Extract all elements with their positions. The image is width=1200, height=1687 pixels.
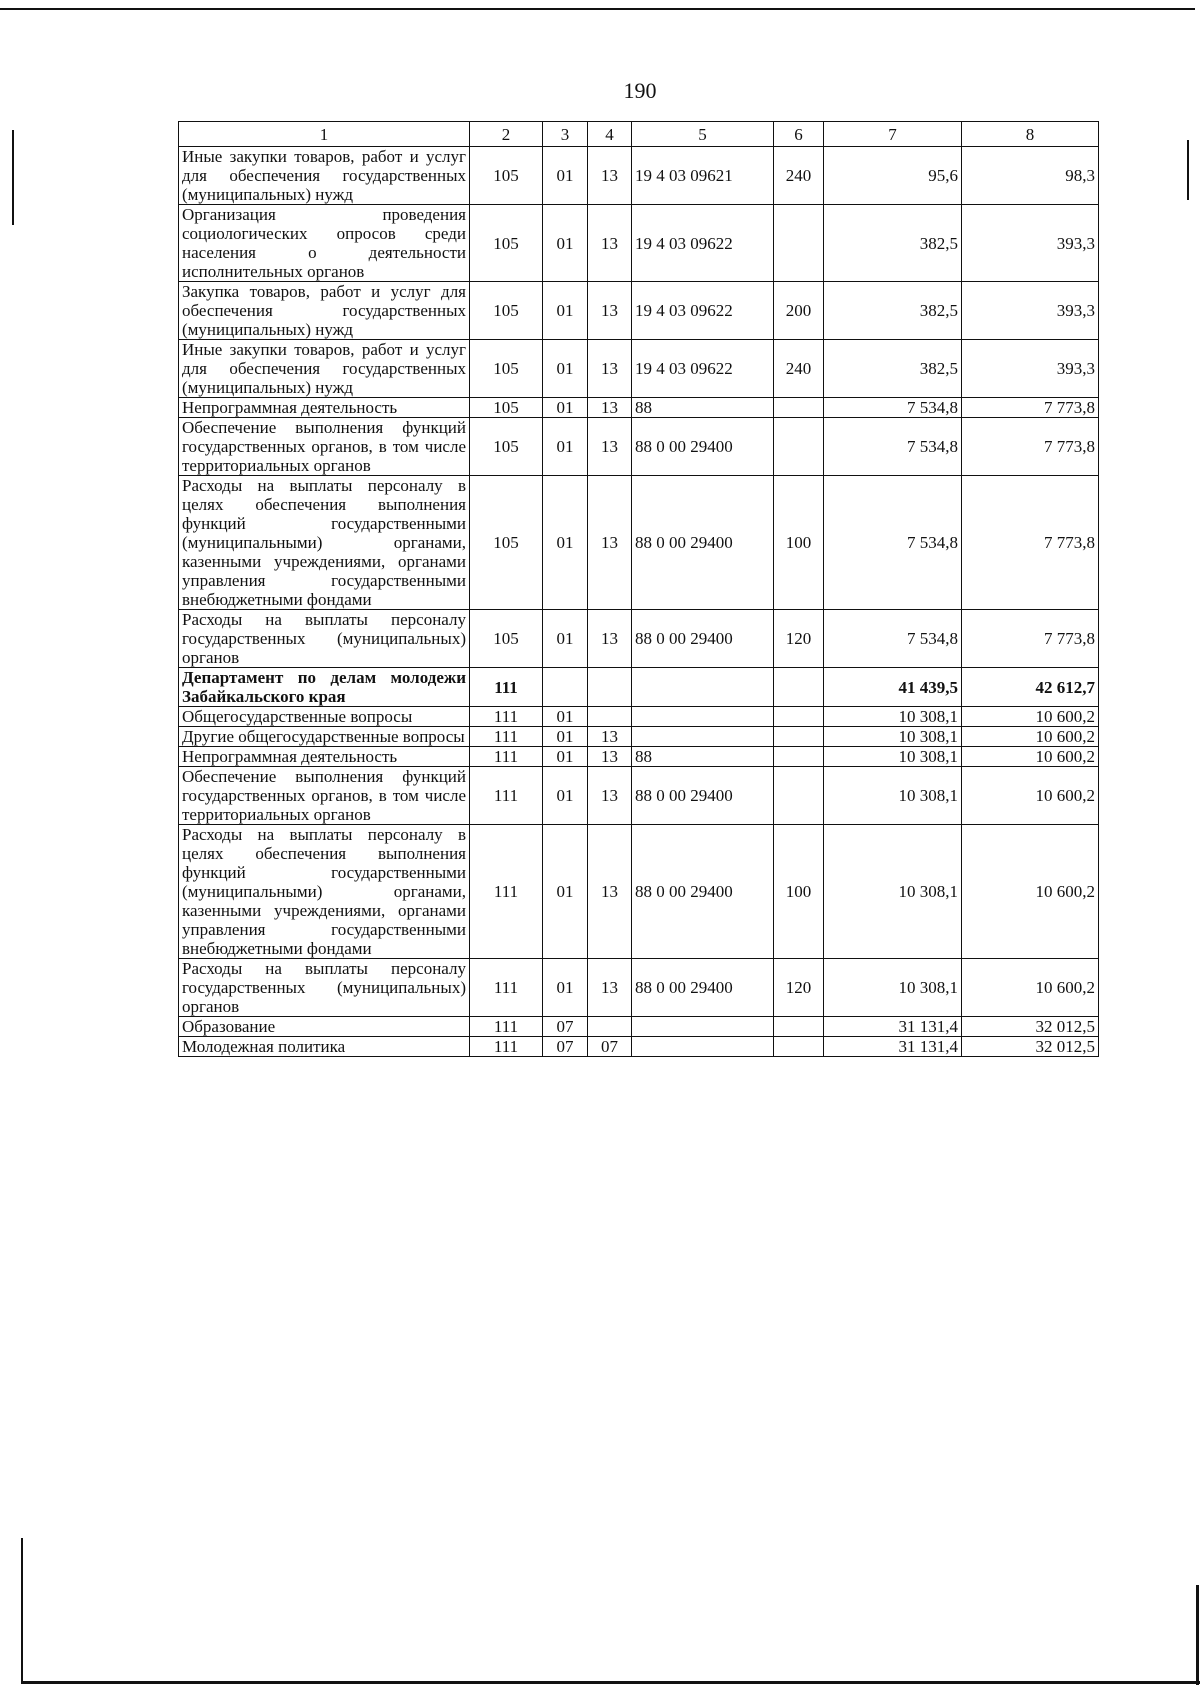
row-amount-col8: 10 600,2	[962, 707, 1099, 727]
row-subsection-code: 13	[588, 476, 632, 610]
row-subsection-code: 13	[588, 340, 632, 398]
row-target-code	[632, 1017, 774, 1037]
column-header: 7	[824, 122, 962, 147]
row-ministry-code: 105	[470, 340, 543, 398]
row-amount-col7: 7 534,8	[824, 476, 962, 610]
row-expense-type	[774, 205, 824, 282]
table-row	[179, 147, 1099, 205]
row-subsection-code: 13	[588, 747, 632, 767]
row-ministry-code: 111	[470, 1037, 543, 1057]
row-expense-type	[774, 707, 824, 727]
row-target-code	[632, 707, 774, 727]
row-subsection-code: 13	[588, 147, 632, 205]
row-amount-col7: 31 131,4	[824, 1017, 962, 1037]
table-row	[179, 610, 1099, 668]
row-amount-col8: 7 773,8	[962, 418, 1099, 476]
row-name: Организация проведения социологических опросов среди населения о деятельности исполнительных органов	[179, 205, 470, 282]
row-ministry-code: 105	[470, 282, 543, 340]
column-header: 4	[588, 122, 632, 147]
row-subsection-code: 13	[588, 205, 632, 282]
row-target-code: 88 0 00 29400	[632, 610, 774, 668]
row-name: Обеспечение выполнения функций государственных органов, в том числе территориальных органов	[179, 767, 470, 825]
row-target-code: 19 4 03 09621	[632, 147, 774, 205]
row-amount-col7: 382,5	[824, 340, 962, 398]
row-subsection-code: 13	[588, 610, 632, 668]
row-expense-type: 100	[774, 825, 824, 959]
scan-right-mark-top	[1187, 140, 1189, 200]
row-target-code: 19 4 03 09622	[632, 282, 774, 340]
row-subsection-code: 13	[588, 398, 632, 418]
row-ministry-code: 105	[470, 610, 543, 668]
table-row	[179, 340, 1099, 398]
row-ministry-code: 111	[470, 668, 543, 707]
row-target-code: 19 4 03 09622	[632, 205, 774, 282]
row-expense-type: 120	[774, 610, 824, 668]
row-ministry-code: 111	[470, 1017, 543, 1037]
row-name: Непрограммная деятельность	[179, 747, 470, 767]
table-row	[179, 418, 1099, 476]
row-amount-col8: 393,3	[962, 205, 1099, 282]
row-amount-col7: 10 308,1	[824, 959, 962, 1017]
table-row	[179, 707, 1099, 727]
row-amount-col8: 10 600,2	[962, 727, 1099, 747]
row-target-code: 19 4 03 09622	[632, 340, 774, 398]
row-amount-col8: 7 773,8	[962, 476, 1099, 610]
row-amount-col7: 10 308,1	[824, 707, 962, 727]
table-row	[179, 398, 1099, 418]
row-target-code	[632, 668, 774, 707]
row-amount-col8: 10 600,2	[962, 959, 1099, 1017]
row-section-code: 01	[543, 282, 588, 340]
row-amount-col7: 7 534,8	[824, 398, 962, 418]
row-subsection-code: 13	[588, 825, 632, 959]
column-number-row	[179, 122, 1099, 147]
row-section-code: 01	[543, 707, 588, 727]
row-section-code: 01	[543, 825, 588, 959]
row-target-code: 88 0 00 29400	[632, 476, 774, 610]
column-header: 3	[543, 122, 588, 147]
row-subsection-code: 13	[588, 959, 632, 1017]
row-amount-col8: 393,3	[962, 340, 1099, 398]
row-ministry-code: 111	[470, 747, 543, 767]
row-amount-col8: 7 773,8	[962, 398, 1099, 418]
row-expense-type	[774, 767, 824, 825]
table-row	[179, 282, 1099, 340]
table-row-department	[179, 668, 1099, 707]
row-amount-col7: 7 534,8	[824, 610, 962, 668]
row-amount-col8: 10 600,2	[962, 767, 1099, 825]
row-expense-type	[774, 418, 824, 476]
row-section-code: 01	[543, 747, 588, 767]
row-name: Расходы на выплаты персоналу в целях обеспечения выполнения функций государственными (муниципальными) органами, казенными учреждениями, органами управления государственными внебюджетными фондами	[179, 825, 470, 959]
table-row	[179, 476, 1099, 610]
row-section-code: 01	[543, 205, 588, 282]
column-header: 2	[470, 122, 543, 147]
row-section-code: 07	[543, 1037, 588, 1057]
row-amount-col7: 382,5	[824, 282, 962, 340]
row-amount-col8: 10 600,2	[962, 825, 1099, 959]
row-amount-col8: 7 773,8	[962, 610, 1099, 668]
scan-top-border	[0, 8, 1195, 10]
table-row	[179, 205, 1099, 282]
row-section-code: 01	[543, 147, 588, 205]
row-subsection-code: 13	[588, 767, 632, 825]
row-name: Иные закупки товаров, работ и услуг для обеспечения государственных (муниципальных) нужд	[179, 340, 470, 398]
row-amount-col8: 32 012,5	[962, 1037, 1099, 1057]
row-section-code: 01	[543, 340, 588, 398]
table-row	[179, 1037, 1099, 1057]
scan-left-border	[21, 1538, 23, 1684]
row-expense-type: 240	[774, 147, 824, 205]
row-expense-type: 240	[774, 340, 824, 398]
row-target-code: 88 0 00 29400	[632, 767, 774, 825]
row-target-code	[632, 1037, 774, 1057]
row-ministry-code: 111	[470, 825, 543, 959]
row-amount-col7: 95,6	[824, 147, 962, 205]
row-target-code: 88	[632, 747, 774, 767]
row-name: Расходы на выплаты персоналу в целях обеспечения выполнения функций государственными (муниципальными) органами, казенными учреждениями, органами управления государственными внебюджетными фондами	[179, 476, 470, 610]
row-amount-col7: 41 439,5	[824, 668, 962, 707]
table-row	[179, 1017, 1099, 1037]
row-amount-col8: 42 612,7	[962, 668, 1099, 707]
row-name: Иные закупки товаров, работ и услуг для обеспечения государственных (муниципальных) нужд	[179, 147, 470, 205]
row-expense-type: 120	[774, 959, 824, 1017]
row-section-code: 01	[543, 727, 588, 747]
row-subsection-code: 13	[588, 418, 632, 476]
row-amount-col7: 10 308,1	[824, 825, 962, 959]
row-section-code	[543, 668, 588, 707]
row-section-code: 01	[543, 767, 588, 825]
row-subsection-code: 13	[588, 727, 632, 747]
row-expense-type	[774, 747, 824, 767]
row-subsection-code	[588, 1017, 632, 1037]
table-row	[179, 727, 1099, 747]
row-target-code: 88	[632, 398, 774, 418]
column-header: 1	[179, 122, 470, 147]
row-amount-col7: 7 534,8	[824, 418, 962, 476]
row-section-code: 01	[543, 476, 588, 610]
row-ministry-code: 105	[470, 476, 543, 610]
row-ministry-code: 105	[470, 205, 543, 282]
row-ministry-code: 111	[470, 767, 543, 825]
row-expense-type: 200	[774, 282, 824, 340]
row-section-code: 01	[543, 959, 588, 1017]
scan-bottom-border	[21, 1681, 1200, 1684]
row-expense-type: 100	[774, 476, 824, 610]
column-header: 8	[962, 122, 1099, 147]
budget-table	[178, 121, 1099, 1057]
row-amount-col8: 10 600,2	[962, 747, 1099, 767]
row-name: Образование	[179, 1017, 470, 1037]
row-subsection-code	[588, 707, 632, 727]
row-ministry-code: 111	[470, 727, 543, 747]
row-subsection-code: 07	[588, 1037, 632, 1057]
row-expense-type	[774, 727, 824, 747]
table-row	[179, 825, 1099, 959]
row-expense-type	[774, 668, 824, 707]
row-target-code: 88 0 00 29400	[632, 825, 774, 959]
row-amount-col7: 10 308,1	[824, 747, 962, 767]
row-expense-type	[774, 1037, 824, 1057]
row-amount-col8: 98,3	[962, 147, 1099, 205]
table-row	[179, 767, 1099, 825]
row-target-code: 88 0 00 29400	[632, 959, 774, 1017]
row-section-code: 07	[543, 1017, 588, 1037]
row-amount-col7: 382,5	[824, 205, 962, 282]
page-number: 190	[623, 78, 657, 103]
row-expense-type	[774, 398, 824, 418]
row-subsection-code	[588, 668, 632, 707]
column-header: 5	[632, 122, 774, 147]
row-subsection-code: 13	[588, 282, 632, 340]
table-row	[179, 959, 1099, 1017]
row-ministry-code: 111	[470, 959, 543, 1017]
row-amount-col8: 393,3	[962, 282, 1099, 340]
row-amount-col8: 32 012,5	[962, 1017, 1099, 1037]
row-section-code: 01	[543, 610, 588, 668]
column-header: 6	[774, 122, 824, 147]
row-ministry-code: 105	[470, 147, 543, 205]
row-amount-col7: 10 308,1	[824, 727, 962, 747]
row-name: Департамент по делам молодежи Забайкальского края	[179, 668, 470, 707]
row-target-code	[632, 727, 774, 747]
row-amount-col7: 10 308,1	[824, 767, 962, 825]
row-name: Расходы на выплаты персоналу государственных (муниципальных) органов	[179, 610, 470, 668]
row-name: Расходы на выплаты персоналу государственных (муниципальных) органов	[179, 959, 470, 1017]
row-target-code: 88 0 00 29400	[632, 418, 774, 476]
row-name: Молодежная политика	[179, 1037, 470, 1057]
table-row	[179, 747, 1099, 767]
row-expense-type	[774, 1017, 824, 1037]
row-name: Другие общегосударственные вопросы	[179, 727, 470, 747]
row-section-code: 01	[543, 398, 588, 418]
row-amount-col7: 31 131,4	[824, 1037, 962, 1057]
row-section-code: 01	[543, 418, 588, 476]
row-ministry-code: 105	[470, 398, 543, 418]
row-ministry-code: 105	[470, 418, 543, 476]
row-name: Закупка товаров, работ и услуг для обеспечения государственных (муниципальных) нужд	[179, 282, 470, 340]
row-name: Непрограммная деятельность	[179, 398, 470, 418]
scan-left-mark-top	[12, 130, 14, 225]
row-name: Общегосударственные вопросы	[179, 707, 470, 727]
row-name: Обеспечение выполнения функций государственных органов, в том числе территориальных органов	[179, 418, 470, 476]
row-ministry-code: 111	[470, 707, 543, 727]
scan-right-border	[1196, 1585, 1199, 1685]
